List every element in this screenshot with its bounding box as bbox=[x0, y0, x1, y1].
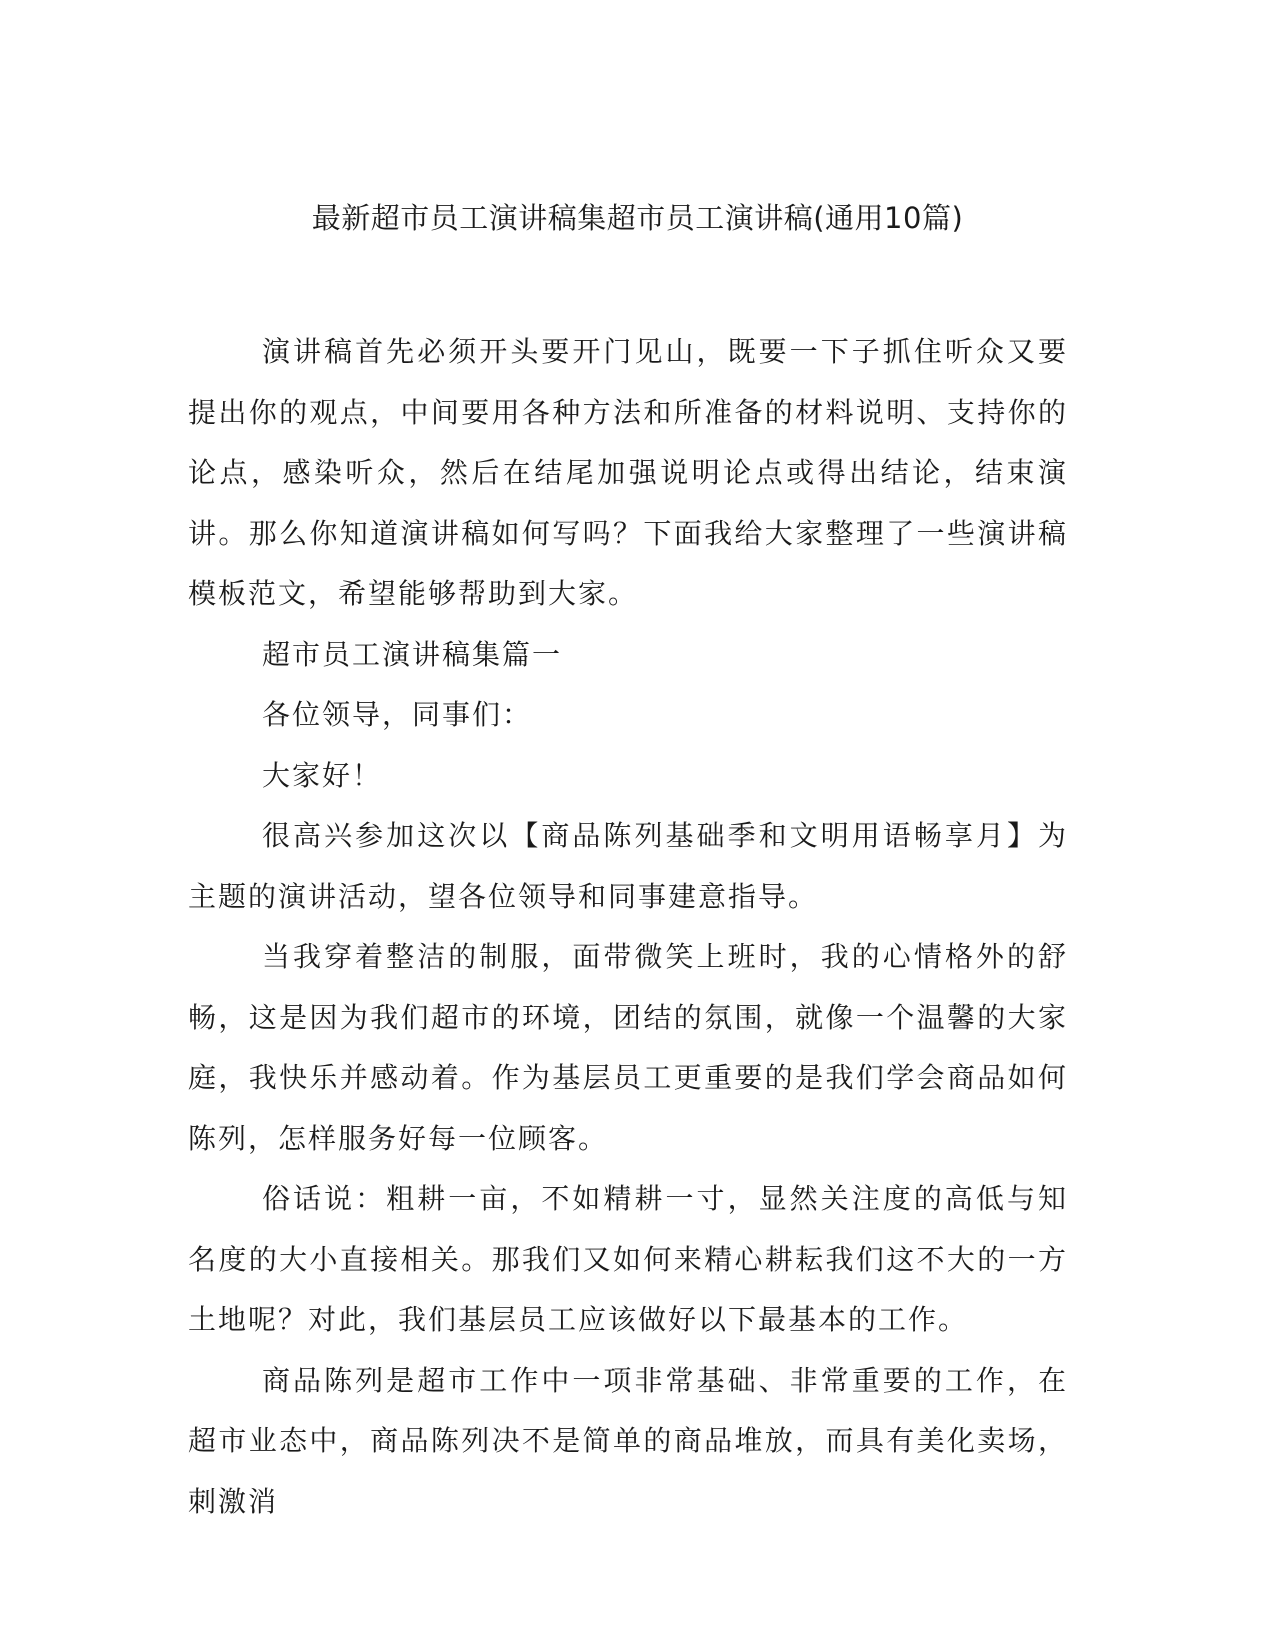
body-paragraph: 俗话说：粗耕一亩，不如精耕一寸，显然关注度的高低与知名度的大小直接相关。那我们又如何来精心耕耘我们这不大的一方土地呢？对此，我们基层员工应该做好以下最基本的工作。 bbox=[188, 1182, 1068, 1336]
salutation: 各位领导，同事们： bbox=[262, 698, 533, 731]
greeting: 大家好！ bbox=[262, 758, 383, 792]
intro-paragraph: 演讲稿首先必须开头要开门见山，既要一下子抓住听众又要提出你的观点，中间要用各种方法和所准备的材料说明、支持你的论点，感染听众，然后在结尾加强说明论点或得出结论，结束演讲。那么你知道演讲稿如何写吗？下面我给大家整理了一些演讲稿模板范文，希望能够帮助到大家。 bbox=[188, 335, 1068, 610]
section-heading: 超市员工演讲稿集篇一 bbox=[262, 637, 563, 671]
document-title: 最新超市员工演讲稿集超市员工演讲稿(通用10篇) bbox=[311, 201, 964, 235]
body-paragraph: 很高兴参加这次以【商品陈列基础季和文明用语畅享月】为主题的演讲活动，望各位领导和同事建意指导。 bbox=[188, 819, 1068, 913]
body-paragraph: 商品陈列是超市工作中一项非常基础、非常重要的工作，在超市业态中，商品陈列决不是简单的商品堆放，而具有美化卖场，刺激消 bbox=[188, 1363, 1068, 1518]
document-body bbox=[188, 322, 1068, 1532]
body-paragraph: 当我穿着整洁的制服，面带微笑上班时，我的心情格外的舒畅，这是因为我们超市的环境，团结的氛围，就像一个温馨的大家庭，我快乐并感动着。作为基层员工更重要的是我们学会商品如何陈列，怎样服务好每一位顾客。 bbox=[188, 940, 1068, 1155]
